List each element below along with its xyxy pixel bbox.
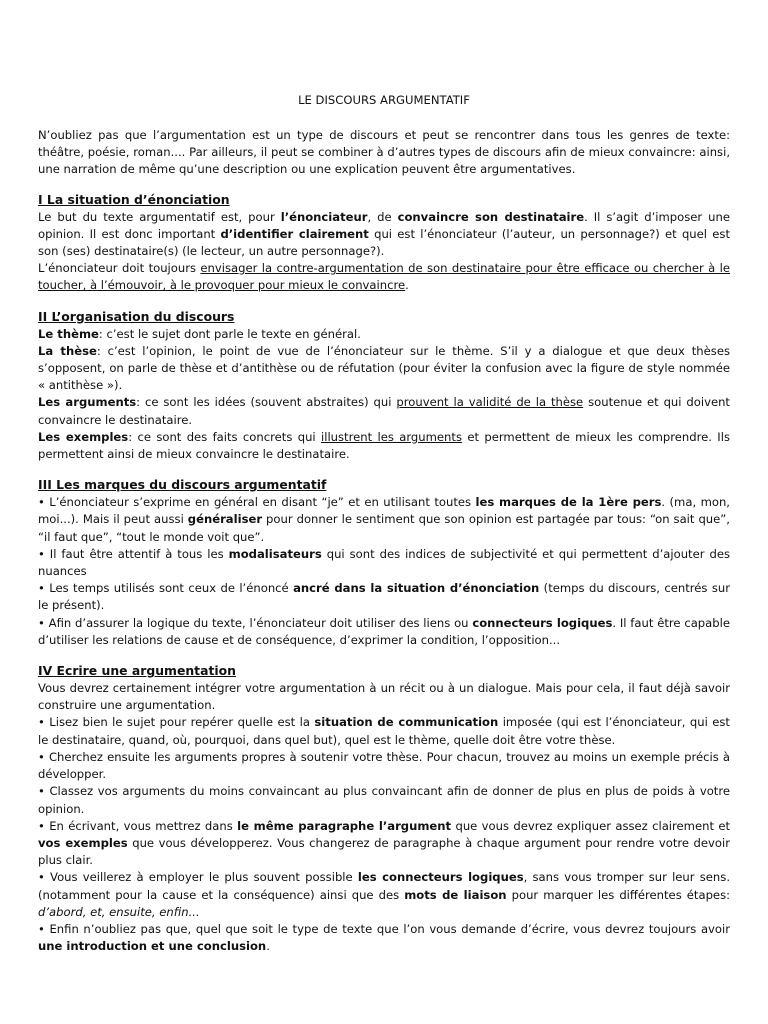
bold-text: situation de communication xyxy=(314,715,499,730)
bullet-item: • Cherchez ensuite les arguments propres à soutenir votre thèse. Pour chacun, trouvez au moins un exemple précis à développer. xyxy=(38,749,730,782)
bold-text: les connecteurs logiques xyxy=(357,870,524,885)
bold-text: les marques de la 1ère pers xyxy=(475,495,662,510)
underlined-text: illustrent les arguments xyxy=(321,429,462,444)
text: , sans vous tromper sur leur sens. (notamment pour la cause et la conséquence) ainsi que des xyxy=(38,870,731,902)
text: soutenue et qui doivent convaincre le destinataire. xyxy=(38,395,730,427)
text: . Il faut être capable d’utiliser les relations de cause et de conséquence, d’exprimer la condition, l’opposition... xyxy=(38,615,730,647)
bold-text: modalisateurs xyxy=(228,546,322,561)
text: • Vous veillerez à employer le plus souvent possible xyxy=(38,870,358,885)
bold-text: d’identifier clairement xyxy=(220,226,369,241)
text: qui est l’énonciateur (l’auteur, un personnage?) et quel est son (ses) destinataire(s) (le lecteur, un autre personnage?). xyxy=(38,226,730,259)
section-marques-discours xyxy=(38,476,730,649)
bullet-item xyxy=(38,580,730,614)
bold-text: convaincre son destinataire xyxy=(397,209,585,224)
section-heading: I La situation d’énonciation xyxy=(38,191,230,207)
intro-paragraph: N’oubliez pas que l’argumentation est un type de discours et peut se rencontrer dans tous les genres de texte: théâtre, poésie, roman.... Par ailleurs, il peut se combiner à d’autres types de discours afin de mieux convaincre: ainsi, une narration de même qu’une description ou une explication peuvent être argumentatives. xyxy=(38,128,730,177)
text: . xyxy=(266,939,270,954)
bold-text: connecteurs logiques xyxy=(472,615,613,630)
paragraph xyxy=(38,209,730,261)
bold-text: ancré dans la situation d’énonciation xyxy=(293,581,540,596)
text: . Il s’agit d’imposer une opinion. Il est donc important xyxy=(38,209,730,241)
bullet-item xyxy=(38,546,730,580)
section-heading: III Les marques du discours argumentatif xyxy=(38,477,327,493)
definition-exemples xyxy=(38,429,730,463)
text: • L’énonciateur s’exprime en général en disant “je” et en utilisant toutes xyxy=(38,495,476,510)
section-heading: IV Ecrire une argumentation xyxy=(38,663,236,679)
text: . (ma, mon, moi...). Mais il peut aussi xyxy=(38,495,730,527)
definition-theme xyxy=(38,326,730,343)
underlined-text: envisager la contre-argumentation de son destinataire pour être efficace ou chercher à le toucher, à l’émouvoir, à le provoquer pour mieux le convaincre xyxy=(38,261,730,293)
text: • Il faut être attentif à tous les xyxy=(38,546,229,561)
text: (temps du discours, centrés sur le présent). xyxy=(38,581,730,613)
text: . xyxy=(405,278,409,293)
page-title: LE DISCOURS ARGUMENTATIF xyxy=(298,93,470,107)
bold-text: vos exemples xyxy=(38,835,128,850)
section-heading: II L’organisation du discours xyxy=(38,308,235,324)
text: L’énonciateur doit toujours xyxy=(38,261,201,276)
text: que vous devrez expliquer assez clairement et xyxy=(451,818,731,833)
text: et permettent de mieux les comprendre. Ils permettent ainsi de mieux convaincre le destinataire. xyxy=(38,429,730,462)
text: • Les temps utilisés sont ceux de l’énoncé xyxy=(38,581,294,596)
bullet-item: • Classez vos arguments du moins convaincant au plus convaincant afin de donner de plus en plus de poids à votre opinion. xyxy=(38,784,730,816)
bullet-item xyxy=(38,869,730,921)
text: Le but du texte argumentatif est, pour xyxy=(38,209,281,224)
term: La thèse xyxy=(38,343,97,358)
text: imposée (qui est l’énonciateur, qui est le destinataire, quand, où, pourquoi, dans quel but), quel est le thème, quelle doit être votre thèse. xyxy=(38,715,730,747)
text: qui sont des indices de subjectivité et qui permettent d’ajouter des nuances xyxy=(38,546,730,579)
term: Le thème xyxy=(38,326,99,341)
section-situation-enonciation xyxy=(38,191,730,295)
bullet-item xyxy=(38,921,730,955)
text: que vous développerez. Vous changerez de paragraphe à chaque argument pour rendre votre devoir plus clair. xyxy=(38,835,730,868)
section-ecrire-argumentation xyxy=(38,662,730,955)
bullet-item xyxy=(38,818,730,870)
text: : ce sont des faits concrets qui xyxy=(128,429,321,444)
italic-text: d’abord, et, ensuite, enfin... xyxy=(38,904,200,919)
text: : c’est l’opinion, le point de vue de l’énonciateur sur le thème. S’il y a dialogue et que deux thèses s’opposent, on parle de thèse et d’antithèse ou de réfutation (pour éviter la confusion avec la figure de style nommée « antithèse »). xyxy=(38,343,731,393)
definition-these xyxy=(38,343,730,395)
bullet-item xyxy=(38,615,730,649)
document-body xyxy=(38,127,730,955)
text: pour marquer les différentes étapes: xyxy=(506,887,731,902)
text: pour donner le sentiment que son opinion est partagée par tous: “on sait que”, “il faut que”, “tout le monde voit que”. xyxy=(38,512,730,544)
term: Les arguments xyxy=(38,395,137,410)
section-organisation-discours xyxy=(38,308,730,464)
definition-arguments xyxy=(38,394,730,428)
bullet-item xyxy=(38,714,730,748)
bold-text: l’énonciateur xyxy=(280,209,368,224)
paragraph xyxy=(38,260,730,294)
text: • Afin d’assurer la logique du texte, l’énonciateur doit utiliser des liens ou xyxy=(38,615,473,630)
underlined-text: prouvent la validité de la thèse xyxy=(396,395,584,410)
paragraph: Vous devrez certainement intégrer votre argumentation à un récit ou à un dialogue. Mais pour cela, il faut déjà savoir construire une argumentation. xyxy=(38,681,730,713)
text: • En écrivant, vous mettrez dans xyxy=(38,818,238,833)
bold-text: généraliser xyxy=(187,512,263,527)
bold-text: une introduction et une conclusion xyxy=(38,939,267,954)
bold-text: mots de liaison xyxy=(404,887,507,902)
bold-text: le même paragraphe l’argument xyxy=(237,818,452,833)
text: , de xyxy=(367,209,398,224)
text: • Lisez bien le sujet pour repérer quelle est la xyxy=(38,715,315,730)
text: • Enfin n’oubliez pas que, quel que soit le type de texte que l’on vous demande d’écrire, vous devrez toujours avoir xyxy=(38,921,730,936)
text: : c’est le sujet dont parle le texte en général. xyxy=(98,326,361,341)
bullet-item xyxy=(38,494,730,546)
term: Les exemples xyxy=(38,429,129,444)
text: : ce sont les idées (souvent abstraites) qui xyxy=(136,395,397,410)
